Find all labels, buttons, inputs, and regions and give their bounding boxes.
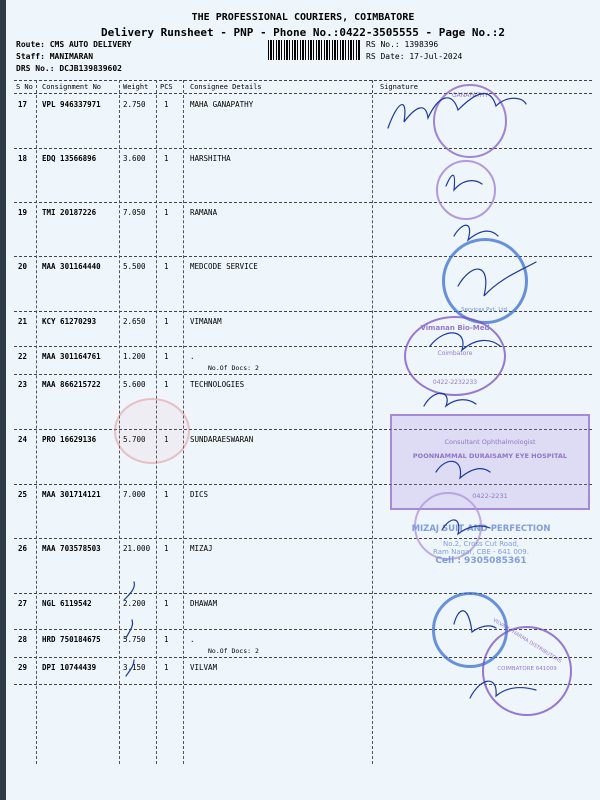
cell-pcs: 1 (164, 208, 169, 217)
cell-weight: 5.600 (123, 380, 146, 389)
cell-weight: 2.750 (123, 100, 146, 109)
cell-pcs: 1 (164, 544, 169, 553)
cell-pcs: 1 (164, 154, 169, 163)
cell-weight: 5.500 (123, 262, 146, 271)
cell-consignment: KCY 61270293 (42, 317, 97, 326)
stamp-text: Cell : 9305085361 (435, 556, 527, 566)
cell-pcs: 1 (164, 663, 169, 672)
cell-consignee: HARSHITHA (190, 154, 231, 163)
cell-weight: 21.000 (123, 544, 151, 553)
cell-pcs: 1 (164, 635, 169, 644)
cell-sno: 24 (18, 435, 28, 444)
stamp-text: Vimanan Bio-Med (420, 324, 490, 332)
stamp-text: GANAPATHY (451, 92, 489, 99)
stamp-text: COIMBATORE 641009 (497, 666, 557, 672)
cell-consignment: MAA 301164761 (42, 352, 101, 361)
cell-consignment: VPL 946337971 (42, 100, 101, 109)
cell-pcs: 1 (164, 352, 169, 361)
cell-consignment: PRO 16629136 (42, 435, 97, 444)
cell-consignee: VILVAM (190, 663, 218, 672)
cell-consignment: DPI 10744439 (42, 663, 97, 672)
rs-date: RS Date: 17-Jul-2024 (366, 52, 463, 61)
cell-sno: 17 (18, 100, 28, 109)
stamp-text: Consultant Ophthalmologist (444, 438, 536, 446)
cell-pcs: 1 (164, 435, 169, 444)
cell-consignee: RAMANA (190, 208, 218, 217)
cell-consignee: MEDCODE SERVICE (190, 262, 258, 271)
cell-consignment: TMI 20187226 (42, 208, 97, 217)
cell-pcs: 1 (164, 599, 169, 608)
col-header-pcs: PCS (160, 83, 173, 91)
stamp-text: 0422-2232233 (432, 379, 478, 386)
cell-consignment: MAA 703578503 (42, 544, 101, 553)
stamp-text: No.2, Cross Cut Road, (442, 540, 520, 548)
cell-consignment: MAA 301714121 (42, 490, 101, 499)
cell-consignment: EDQ 13566896 (42, 154, 97, 163)
cell-consignment: HRD 750184675 (42, 635, 101, 644)
cell-weight: 3.600 (123, 154, 146, 163)
cell-doc-count: No.Of Docs: 2 (208, 647, 259, 655)
cell-pcs: 1 (164, 100, 169, 109)
cell-weight: 1.200 (123, 352, 146, 361)
cell-sno: 28 (18, 635, 28, 644)
cell-weight: 2.200 (123, 599, 146, 608)
cell-consignment: NGL 6119542 (42, 599, 92, 608)
cell-weight: 5.700 (123, 435, 146, 444)
cell-consignee: . (190, 352, 195, 361)
cell-sno: 21 (18, 317, 28, 326)
cell-consignee: VIMANAM (190, 317, 222, 326)
cell-sno: 29 (18, 663, 28, 672)
cell-pcs: 1 (164, 262, 169, 271)
drs-number: DRS No.: DCJB139839602 (16, 64, 122, 73)
col-header-consignee: Consignee Details (190, 83, 262, 91)
cell-doc-count: No.Of Docs: 2 (208, 364, 259, 372)
cell-consignee: SUNDARAESWARAN (190, 435, 254, 444)
cell-pcs: 1 (164, 380, 169, 389)
cell-sno: 19 (18, 208, 28, 217)
stamp-text: Ram Nagar, CBE - 641 009. (433, 548, 529, 556)
cell-sno: 18 (18, 154, 28, 163)
cell-weight: 3.150 (123, 663, 146, 672)
company-title: THE PROFESSIONAL COURIERS, COIMBATORE (191, 12, 415, 23)
cell-sno: 22 (18, 352, 28, 361)
cell-consignment: MAA 301164440 (42, 262, 101, 271)
cell-weight: 2.650 (123, 317, 146, 326)
col-header-consignment: Consignment No (42, 83, 102, 91)
col-header-weight: Weight (123, 83, 149, 91)
signatures-layer (6, 0, 600, 800)
stamp-text: VILVAM PHARMA DISTRIBUTORS (491, 617, 563, 665)
cell-consignee: MIZAJ (190, 544, 213, 553)
stamp-text: POONNAMMAL DURAISAMY EYE HOSPITAL (412, 452, 568, 460)
cell-consignment: MAA 866215722 (42, 380, 101, 389)
cell-sno: 20 (18, 262, 28, 271)
stamp-text: MIZAJ SUIT AND PERFECTION (411, 524, 551, 534)
route-label: Route: CMS AUTO DELIVERY (16, 40, 132, 49)
cell-sno: 27 (18, 599, 28, 608)
staff-label: Staff: MANIMARAN (16, 52, 94, 61)
cell-sno: 26 (18, 544, 28, 553)
cell-pcs: 1 (164, 317, 169, 326)
col-header-signature: Signature (380, 83, 418, 91)
runsheet-subtitle: Delivery Runsheet - PNP - Phone No.:0422-3505555 - Page No.:2 (101, 26, 505, 39)
cell-consignee: DHAWAM (190, 599, 218, 608)
stamp-text: Coimbatore (437, 350, 473, 357)
cell-consignee: . (190, 635, 195, 644)
stamp-text: Services Pvt. Ltd. (461, 307, 509, 313)
col-header-sno: S No (16, 83, 33, 91)
cell-weight: 5.750 (123, 635, 146, 644)
cell-weight: 7.000 (123, 490, 146, 499)
cell-consignee: DICS (190, 490, 209, 499)
cell-pcs: 1 (164, 490, 169, 499)
stamp-text: 0422-2231 (472, 492, 508, 500)
rs-number: RS No.: 1398396 (366, 40, 439, 49)
cell-sno: 25 (18, 490, 28, 499)
cell-consignee: TECHNOLOGIES (190, 380, 245, 389)
cell-weight: 7.050 (123, 208, 146, 217)
cell-sno: 23 (18, 380, 28, 389)
cell-consignee: MAHA GANAPATHY (190, 100, 254, 109)
